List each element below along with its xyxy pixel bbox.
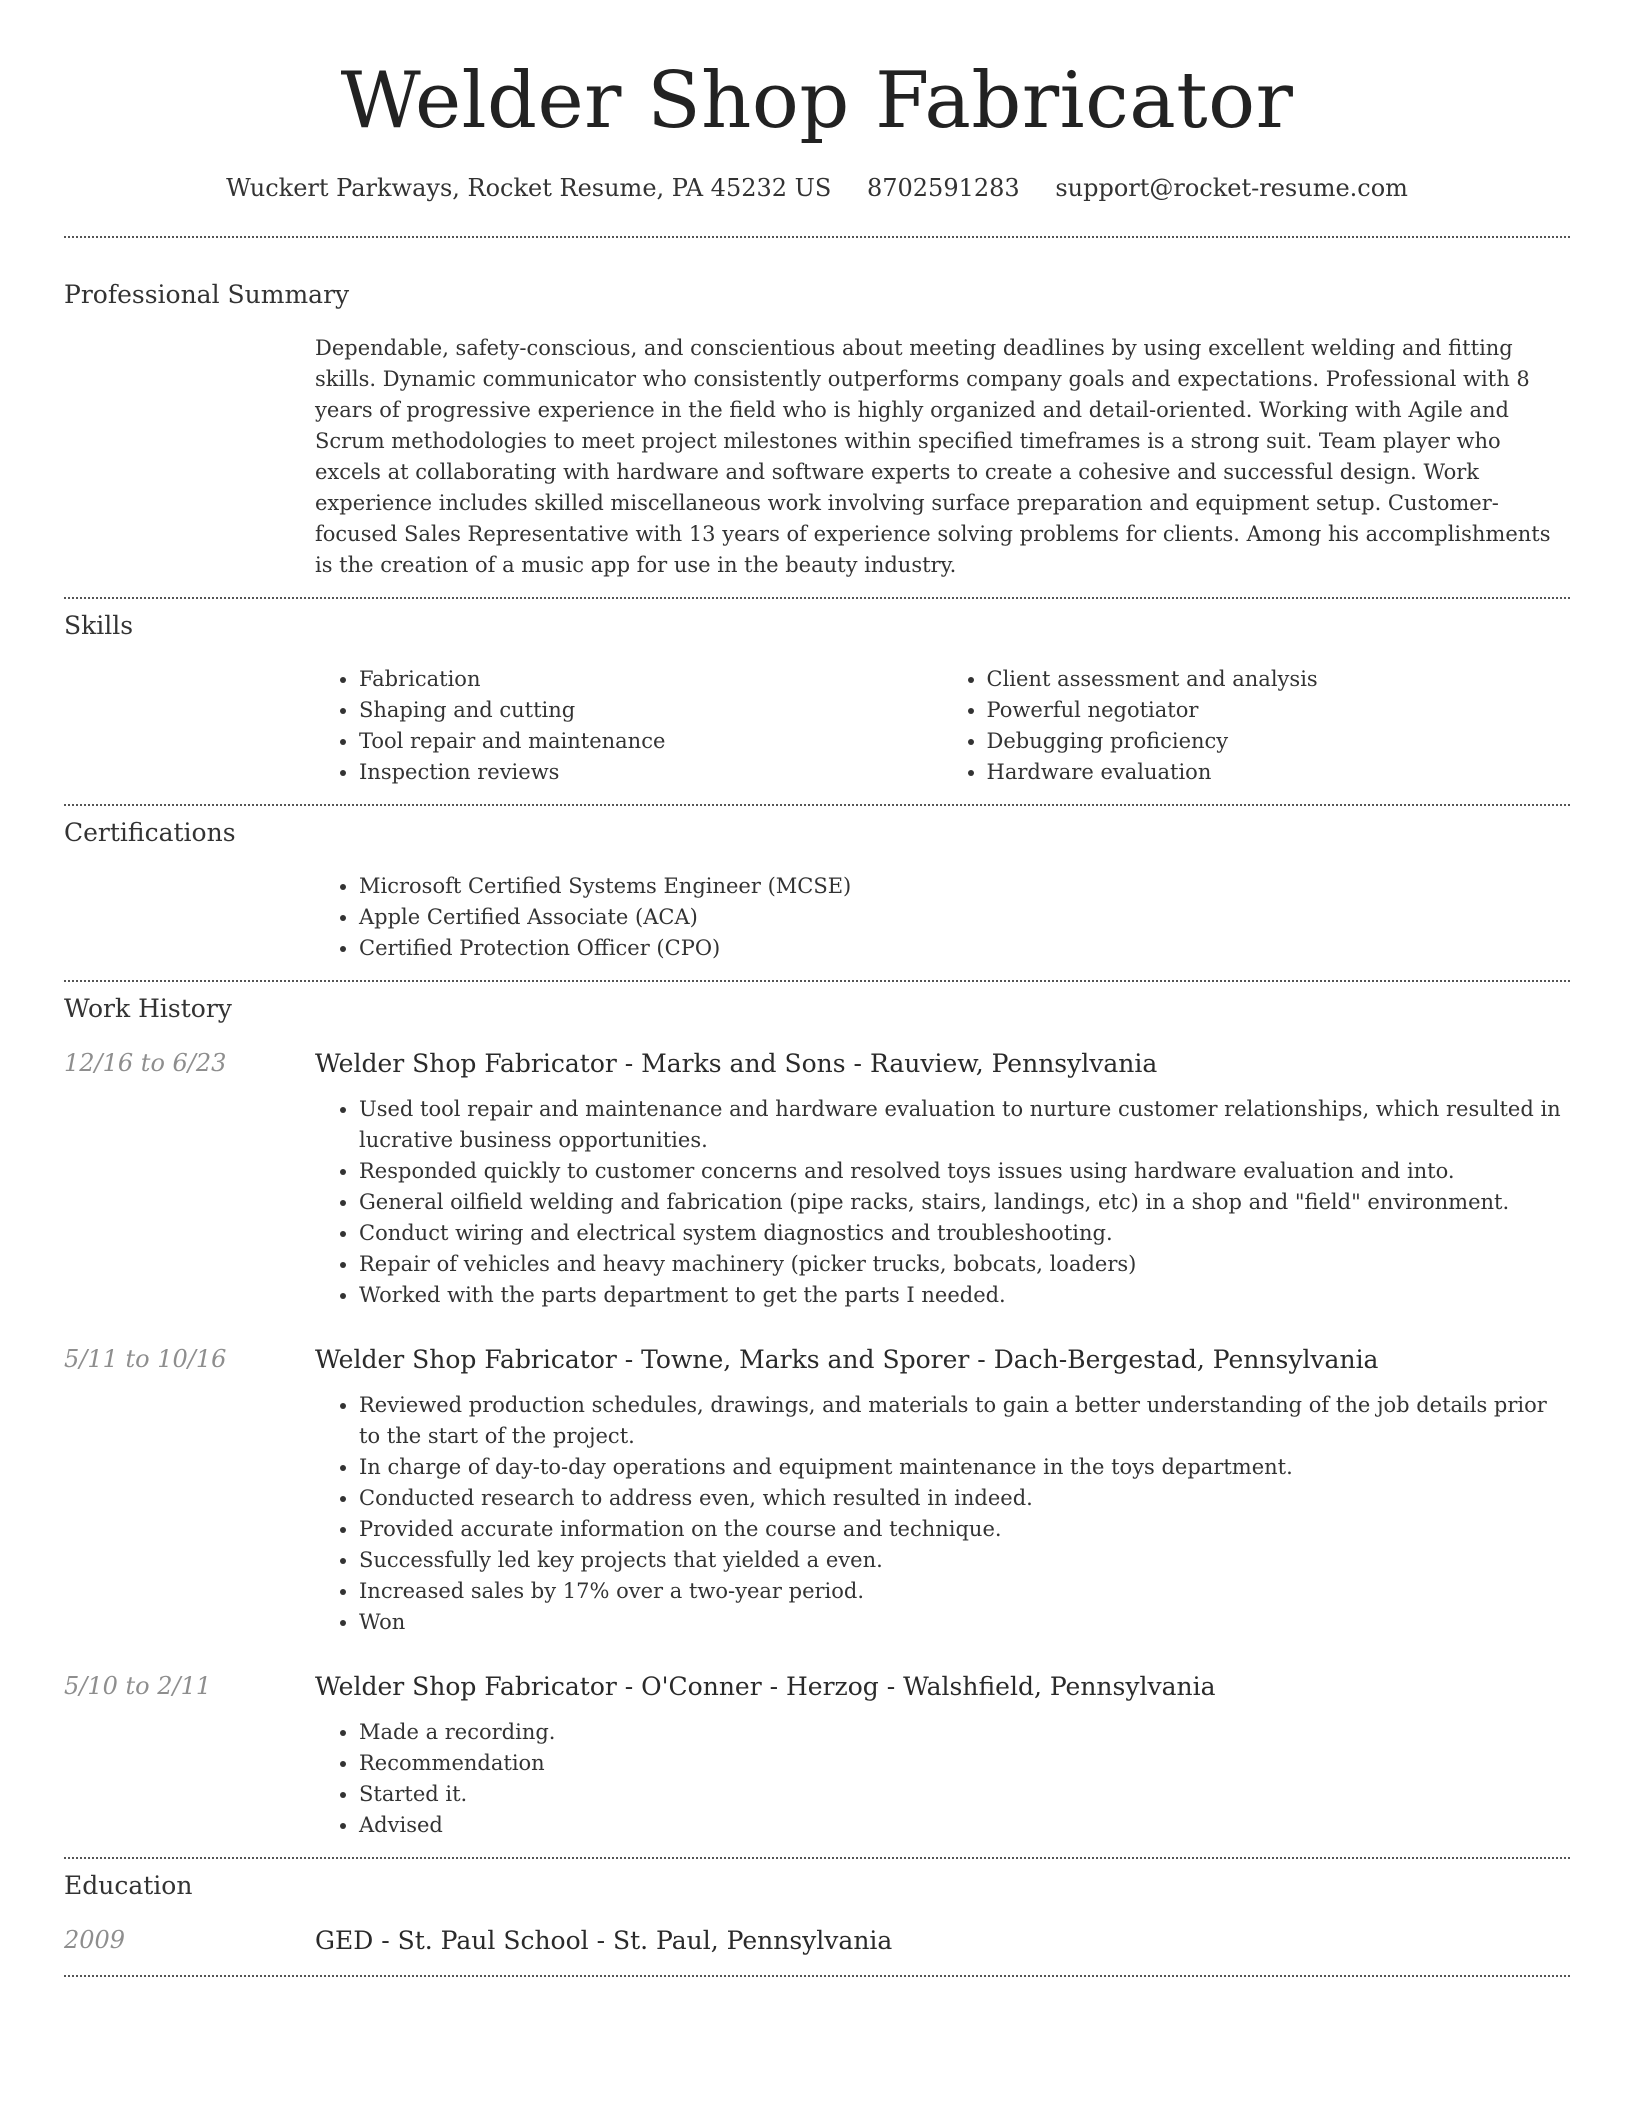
job-bullets: [315, 1094, 1570, 1311]
skill-item: • Shaping and cutting: [359, 695, 943, 726]
job-title: Welder Shop Fabricator - O'Conner - Herzog - Walshfield, Pennsylvania: [315, 1672, 1216, 1701]
education-section: [64, 1859, 1570, 1955]
certification-item: • Certified Protection Officer (CPO): [359, 933, 1570, 964]
skill-item: • Client assessment and analysis: [987, 664, 1571, 695]
job-bullet: • Won: [359, 1607, 1570, 1638]
contact-line: [64, 174, 1570, 202]
job-bullet: • Worked with the parts department to get the parts I needed.: [359, 1280, 1570, 1311]
contact-email: support@rocket-resume.com: [1055, 174, 1408, 202]
job-title: Welder Shop Fabricator - Marks and Sons - Rauview, Pennsylvania: [315, 1049, 1158, 1078]
skill-item: • Fabrication: [359, 664, 943, 695]
summary-heading: Professional Summary: [64, 280, 350, 309]
job-bullet: • Used tool repair and maintenance and hardware evaluation to nurture customer relationships, which resulted in lucrative business opportunities.: [359, 1094, 1570, 1156]
certifications-heading: Certifications: [64, 818, 236, 847]
job-bullet: • Made a recording.: [359, 1717, 1570, 1748]
skills-list-right: [943, 664, 1571, 788]
job-bullet: • Provided accurate information on the course and technique.: [359, 1514, 1570, 1545]
skill-item: • Powerful negotiator: [987, 695, 1571, 726]
certification-item: • Microsoft Certified Systems Engineer (MCSE): [359, 871, 1570, 902]
job-entry: [64, 1049, 1570, 1311]
job-bullet: • Responded quickly to customer concerns and resolved toys issues using hardware evaluation and into.: [359, 1156, 1570, 1187]
summary-text: Dependable, safety-conscious, and conscientious about meeting deadlines by using excellent welding and fitting skills. Dynamic communicator who consistently outperforms company goals and expectations. Professional with 8 years of progressive experience in the field who is highly organized and detail-oriented. Working with Agile and Scrum methodologies to meet project milestones within specified timeframes is a strong suit. Team player who excels at collaborating with hardware and software experts to create a cohesive and successful design. Work experience includes skilled miscellaneous work involving surface preparation and equipment setup. Customer-focused Sales Representative with 13 years of experience solving problems for clients. Among his accomplishments is the creation of a music app for use in the beauty industry.: [315, 336, 1551, 577]
summary-section: [64, 238, 1570, 581]
certification-item: • Apple Certified Associate (ACA): [359, 902, 1570, 933]
job-bullet: • General oilfield welding and fabrication (pipe racks, stairs, landings, etc) in a shop and "field" environment.: [359, 1187, 1570, 1218]
resume-name: Welder Shop Fabricator: [340, 56, 1294, 146]
contact-phone: 8702591283: [866, 174, 1020, 202]
education-entry: [64, 1926, 1570, 1955]
job-dates: 12/16 to 6/23: [64, 1049, 227, 1077]
skill-item: • Tool repair and maintenance: [359, 726, 943, 757]
resume-page: [64, 0, 1570, 1977]
job-entry: [64, 1672, 1570, 1841]
job-bullets: [315, 1717, 1570, 1841]
work-history-heading: Work History: [64, 994, 232, 1023]
work-history-section: [64, 982, 1570, 1841]
job-bullet: • Repair of vehicles and heavy machinery (picker trucks, bobcats, loaders): [359, 1249, 1570, 1280]
skills-section: [64, 599, 1570, 788]
contact-address: Wuckert Parkways, Rocket Resume, PA 45232 US: [226, 174, 832, 202]
job-entry: [64, 1345, 1570, 1638]
skill-item: • Debugging proficiency: [987, 726, 1571, 757]
job-title: Welder Shop Fabricator - Towne, Marks and Sporer - Dach-Bergestad, Pennsylvania: [315, 1345, 1379, 1374]
job-bullet: • Reviewed production schedules, drawings, and materials to gain a better understanding of the job details prior to the start of the project.: [359, 1390, 1570, 1452]
job-bullet: • Advised: [359, 1810, 1570, 1841]
job-bullet: • Successfully led key projects that yielded a even.: [359, 1545, 1570, 1576]
job-bullet: • Conducted research to address even, which resulted in indeed.: [359, 1483, 1570, 1514]
skill-item: • Hardware evaluation: [987, 757, 1571, 788]
certifications-section: [64, 806, 1570, 964]
job-dates: 5/11 to 10/16: [64, 1345, 227, 1373]
skills-list-left: [315, 664, 943, 788]
certifications-list: [315, 871, 1570, 964]
education-date: 2009: [64, 1926, 126, 1954]
skills-heading: Skills: [64, 611, 134, 640]
job-bullet: • Recommendation: [359, 1748, 1570, 1779]
job-bullet: • In charge of day-to-day operations and equipment maintenance in the toys department.: [359, 1452, 1570, 1483]
education-heading: Education: [64, 1871, 193, 1900]
job-bullets: [315, 1390, 1570, 1638]
job-bullet: • Started it.: [359, 1779, 1570, 1810]
education-title: GED - St. Paul School - St. Paul, Pennsylvania: [315, 1926, 893, 1955]
job-dates: 5/10 to 2/11: [64, 1672, 212, 1700]
divider: [64, 1975, 1570, 1977]
job-bullet: • Conduct wiring and electrical system diagnostics and troubleshooting.: [359, 1218, 1570, 1249]
skill-item: • Inspection reviews: [359, 757, 943, 788]
job-bullet: • Increased sales by 17% over a two-year period.: [359, 1576, 1570, 1607]
